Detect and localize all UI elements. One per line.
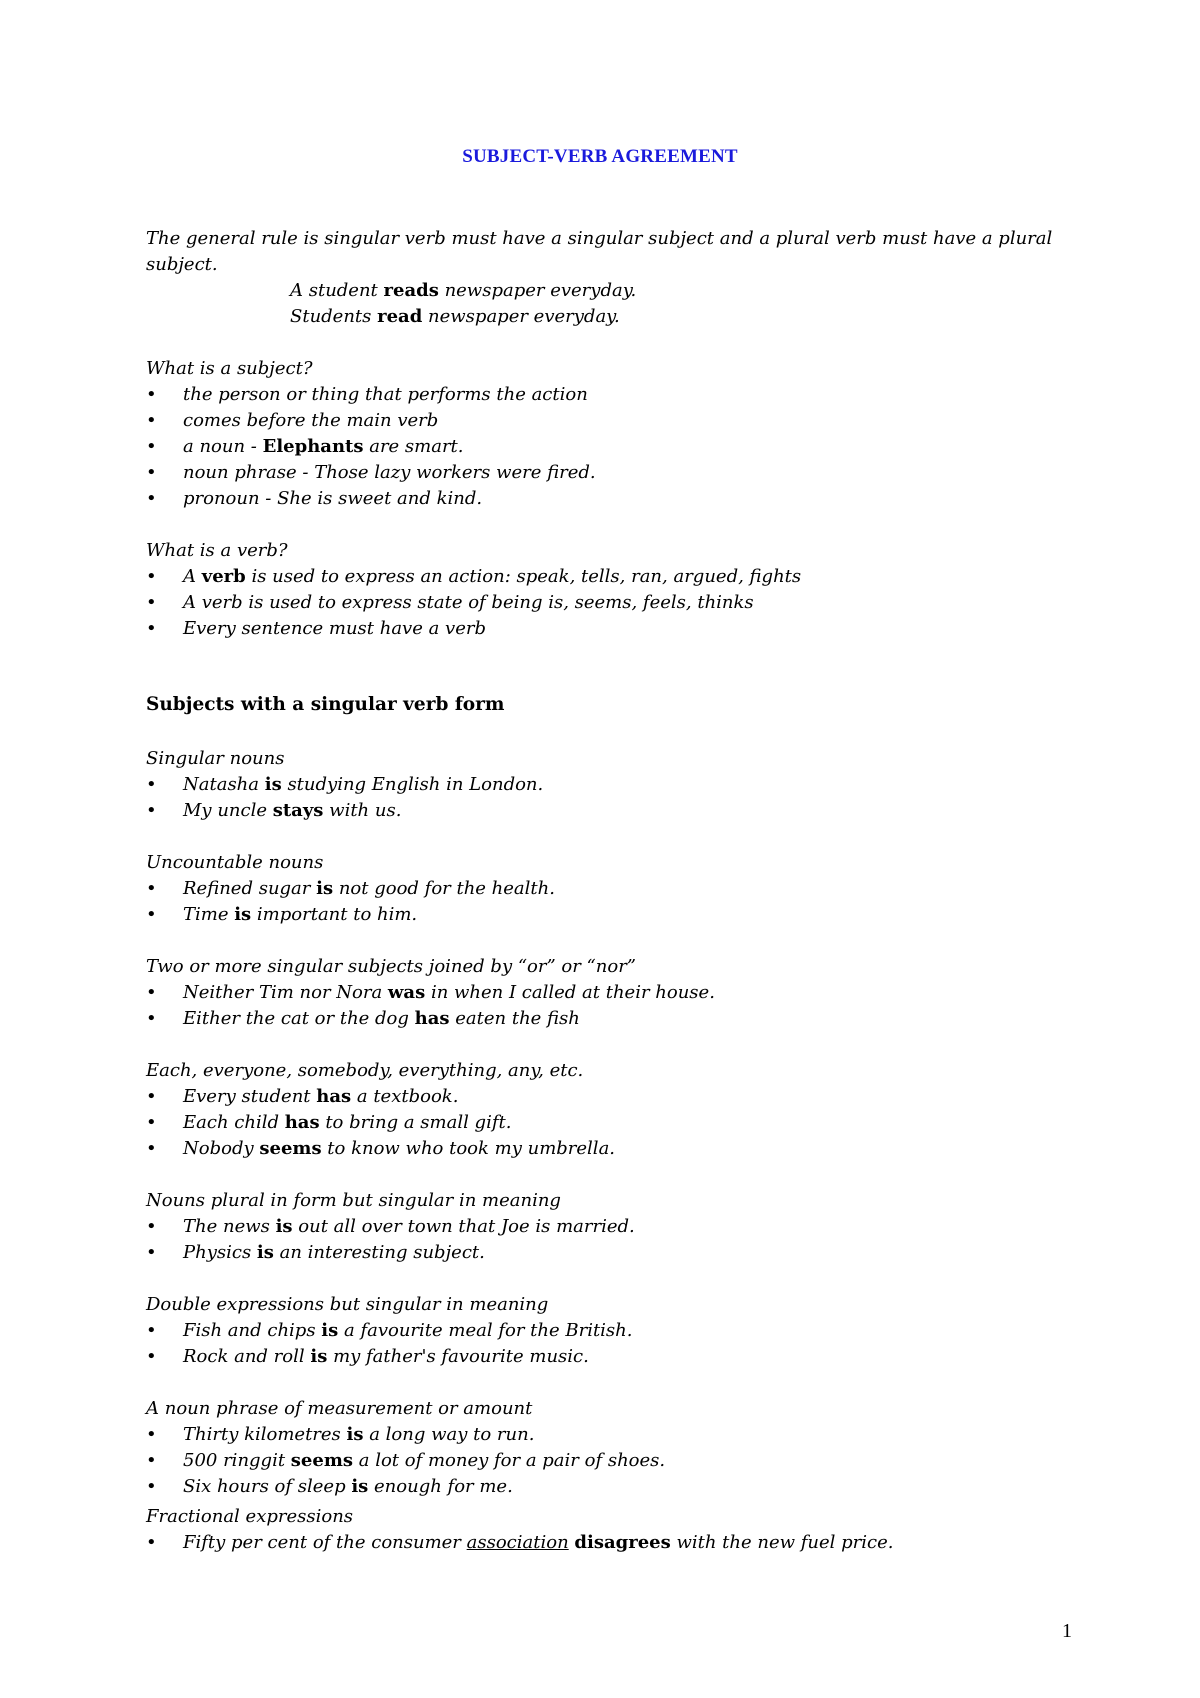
bullet-icon: • <box>146 1242 157 1263</box>
page-number: 1 <box>1062 1620 1072 1642</box>
bullet-icon: • <box>146 592 157 613</box>
group-label: Each, everyone, somebody, everything, any, etc. <box>146 1060 584 1081</box>
bullet-icon: • <box>146 774 157 795</box>
group-label: Fractional expressions <box>146 1506 354 1527</box>
group-label: Singular nouns <box>146 748 285 769</box>
bullet-icon: • <box>146 488 157 509</box>
intro-line: subject. <box>146 254 218 275</box>
bullet-icon: • <box>146 1112 157 1133</box>
document-page: SUBJECT-VERB AGREEMENT The general rule is singular verb must have a singular subject and a plural verb must have a plural subject. A student reads newspaper everyday. Students read newspaper everyday. What is a subject? What is a verb? Subjects with a singular verb form Fractional expressions • Fifty per cent of the consumer association disagrees with the new fuel price. 1 • the person or thing that performs the action • comes before the main verb • a noun - Elephants are smart. • noun phrase - Those lazy workers were fired. • pronoun - She is sweet and kind. • A verb is used to express an action: speak, tells, ran, argued, fights • A verb is used to express state of being is, seems, feels, thinks • Every sentence must have a verb Singular nouns • Natasha is studying English in London. • My uncle stays with us. Uncountable nouns • Refined sugar is not good for the health. • Time is important to him. Two or more singular subjects joined by “or” or “nor” • Neither Tim nor Nora was in when I called at their house. • Either the cat or the dog has eaten the fish Each, everyone, somebody, everything, any, etc. • Every student has a textbook. • Each child has to bring a small gift. • Nobody seems to know who took my umbrella. Nouns plural in form but singular in meaning • The news is out all over town that Joe is married. • Physics is an interesting subject. Double expressions but singular in meaning • Fish and chips is a favourite meal for the British. • Rock and roll is my father's favourite music. A noun phrase of measurement or amount • Thirty kilometres is a long way to run. • 500 ringgit seems a lot of money for a pair of shoes. • Six hours of sleep is enough for me. <box>0 0 1200 1698</box>
bullet-icon: • <box>146 618 157 639</box>
section-heading: Subjects with a singular verb form <box>146 694 505 715</box>
bullet-icon: • <box>146 1346 157 1367</box>
bullet-icon: • <box>146 384 157 405</box>
bullet-icon: • <box>146 566 157 587</box>
group-label: A noun phrase of measurement or amount <box>146 1398 533 1419</box>
document-title: SUBJECT-VERB AGREEMENT <box>462 146 738 167</box>
example-sentence: A student reads newspaper everyday. <box>290 280 637 301</box>
group-label: Double expressions but singular in meaning <box>146 1294 549 1315</box>
bullet-icon: • <box>146 1424 157 1445</box>
bullet-icon: • <box>146 1216 157 1237</box>
group-label: Uncountable nouns <box>146 852 324 873</box>
bullet-icon: • <box>146 462 157 483</box>
bullet-icon: • <box>146 1138 157 1159</box>
bullet-icon: • <box>146 1008 157 1029</box>
bullet-icon: • <box>146 904 157 925</box>
bullet-icon: • <box>146 410 157 431</box>
group-label: Nouns plural in form but singular in meaning <box>146 1190 561 1211</box>
intro-line: The general rule is singular verb must have a singular subject and a plural verb must have a plural <box>146 228 1053 249</box>
bullet-icon: • <box>146 1532 157 1553</box>
subject-question: What is a subject? <box>146 358 313 379</box>
verb-question: What is a verb? <box>146 540 288 561</box>
example-sentence: Students read newspaper everyday. <box>290 306 620 327</box>
bullet-icon: • <box>146 878 157 899</box>
bullet-icon: • <box>146 1476 157 1497</box>
bullet-icon: • <box>146 1086 157 1107</box>
bullet-icon: • <box>146 1320 157 1341</box>
bullet-icon: • <box>146 982 157 1003</box>
bullet-icon: • <box>146 1450 157 1471</box>
bullet-icon: • <box>146 800 157 821</box>
bullet-icon: • <box>146 436 157 457</box>
group-label: Two or more singular subjects joined by “or” or “nor” <box>146 956 636 977</box>
